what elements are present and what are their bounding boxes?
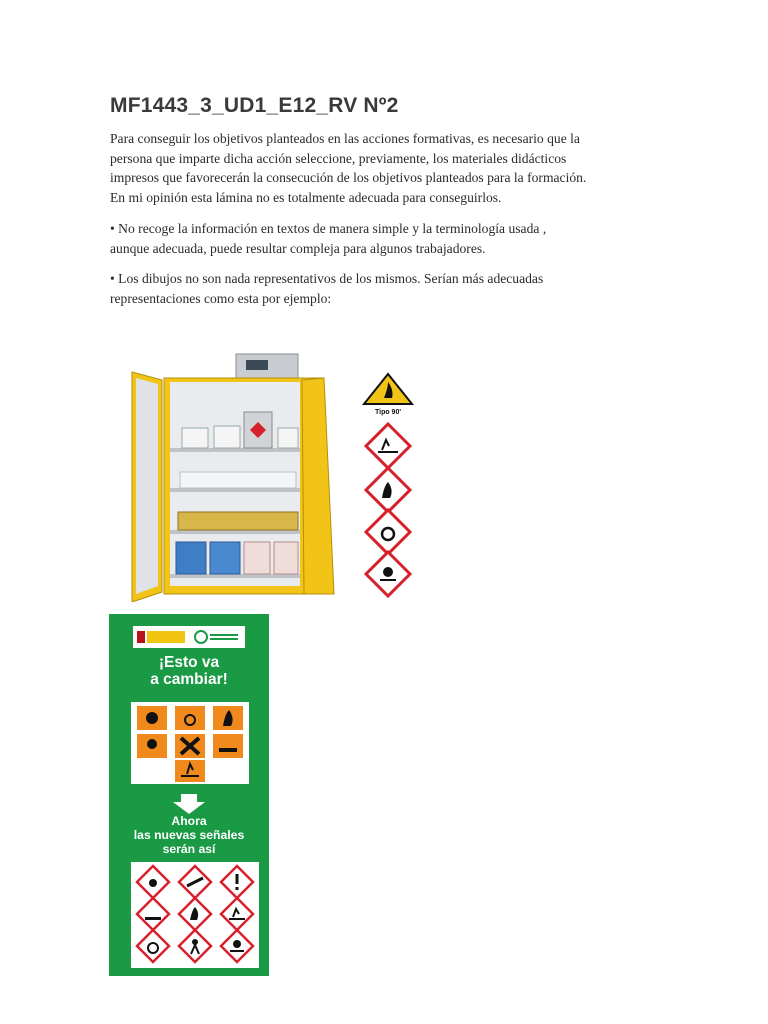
poster-logo-bar bbox=[133, 626, 245, 648]
shelf bbox=[170, 530, 300, 534]
poster-headline: ¡Esto va bbox=[158, 654, 220, 671]
hazard-sign-poster bbox=[109, 614, 269, 976]
bullet-paragraph-terminology bbox=[110, 219, 670, 258]
vent-display bbox=[246, 360, 268, 370]
ghs-exclamation-icon bbox=[221, 866, 253, 898]
text-line: aunque adecuada, puede resultar compleja para algunos trabajadores. bbox=[110, 240, 486, 256]
container bbox=[274, 542, 298, 574]
page-title: MF1443_3_UD1_E12_RV Nº2 bbox=[110, 94, 399, 117]
text-line: persona que imparte dicha acción seleccione, previamente, los materiales didácticos bbox=[110, 150, 567, 166]
sign-caption: Tipo 90' bbox=[374, 409, 402, 416]
text-line: representaciones como esta por ejemplo: bbox=[110, 290, 332, 306]
poster-headline: a cambiar! bbox=[150, 671, 228, 688]
ghs-explosive-icon bbox=[137, 866, 169, 898]
text-line: • Los dibujos no son nada representativos de los mismos. Serían más adecuadas bbox=[110, 271, 544, 286]
arrow-down-icon bbox=[173, 794, 205, 814]
text-line: Para conseguir los objetivos planteados en las acciones formativas, es necesario que la bbox=[110, 131, 580, 146]
container bbox=[210, 542, 240, 574]
container-row bbox=[178, 512, 298, 530]
ghs-oxidizer-icon bbox=[366, 510, 410, 554]
ghs-flame-icon bbox=[366, 468, 410, 512]
safety-cabinet-image bbox=[128, 352, 420, 602]
container bbox=[176, 542, 206, 574]
text-line: impresos que favorecerán la consecución de los objetivos planteados para la formación. bbox=[110, 170, 587, 185]
shelf bbox=[170, 448, 300, 452]
ghs-environment-icon bbox=[221, 898, 253, 930]
door-panel bbox=[136, 378, 158, 594]
ghs-toxic-skull-icon bbox=[366, 552, 410, 596]
old-hazard-signs-panel bbox=[131, 702, 249, 784]
container bbox=[244, 542, 270, 574]
shelf bbox=[170, 488, 300, 492]
poster-subtitle: Ahora bbox=[171, 814, 207, 828]
cabinet-right-door bbox=[302, 378, 334, 594]
text-line: • No recoge la información en textos de manera simple y la terminología usada , bbox=[110, 221, 547, 236]
container bbox=[214, 426, 240, 448]
container bbox=[182, 428, 208, 448]
container-row bbox=[180, 472, 296, 488]
container bbox=[278, 428, 298, 448]
ghs-environment-icon bbox=[366, 424, 410, 468]
poster-subtitle: serán así bbox=[162, 842, 216, 856]
bullet-paragraph-drawings bbox=[110, 269, 670, 308]
ghs-health-hazard-icon bbox=[179, 930, 211, 962]
ghs-toxic-skull-icon bbox=[221, 930, 253, 962]
ghs-flame-icon bbox=[179, 898, 211, 930]
poster-subtitle: las nuevas señales bbox=[133, 828, 245, 842]
institute-logo-icon bbox=[193, 629, 241, 645]
government-logo-icon bbox=[137, 629, 187, 645]
old-corrosive-icon bbox=[213, 734, 243, 758]
ghs-gas-cylinder-icon bbox=[179, 866, 211, 898]
paragraph-intro bbox=[110, 129, 670, 207]
old-oxidizer-icon bbox=[175, 706, 205, 730]
ghs-oxidizer-icon bbox=[137, 930, 169, 962]
new-ghs-signs-panel bbox=[131, 862, 259, 968]
text-line: En mi opinión esta lámina no es totalmente adecuada para conseguirlos. bbox=[110, 189, 502, 205]
shelf bbox=[170, 574, 300, 578]
ghs-corrosive-icon bbox=[137, 898, 169, 930]
